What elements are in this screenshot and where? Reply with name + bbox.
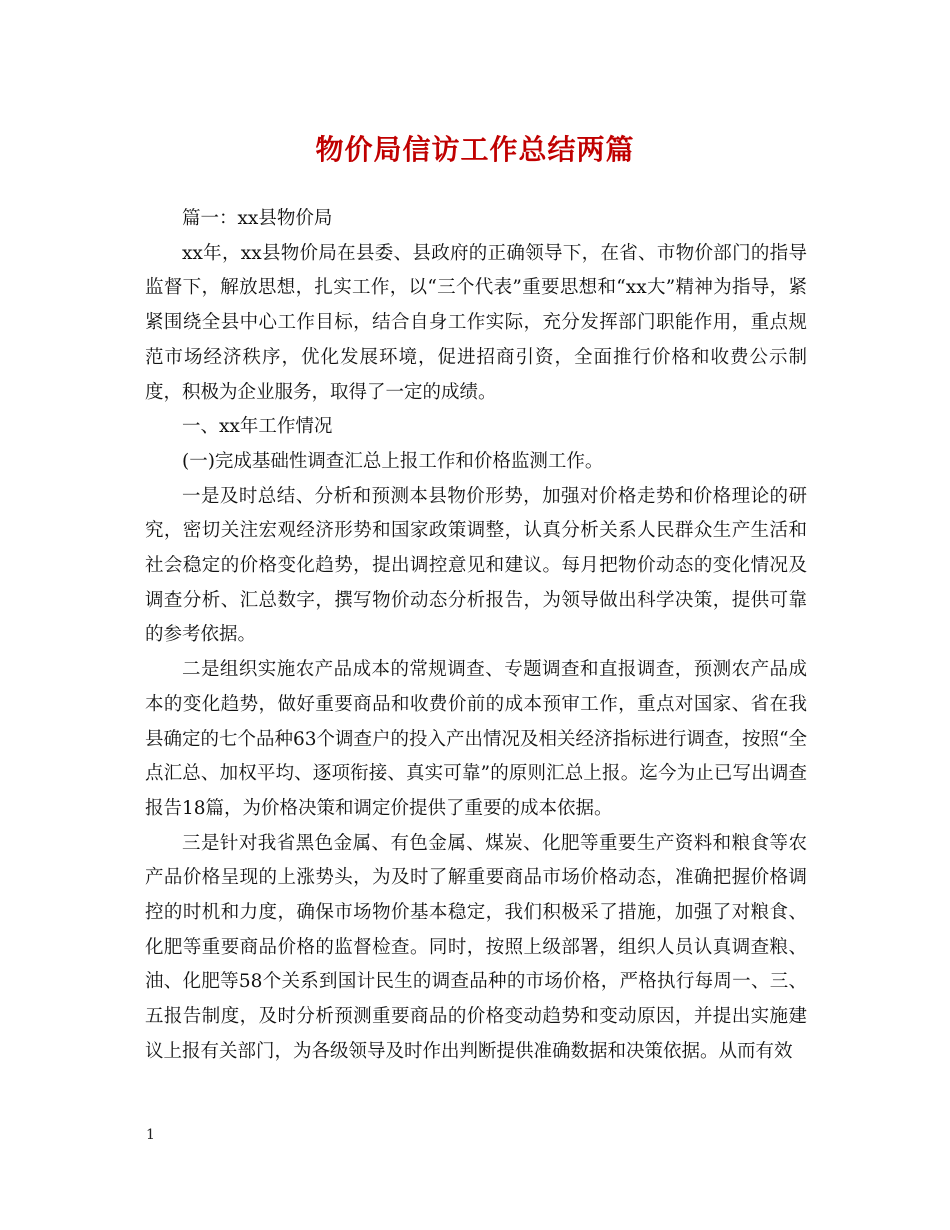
paragraph-point-two: 二是组织实施农产品成本的常规调查、专题调查和直报调查，预测农产品成本的变化趋势，做好重要商品和收费价前的成本预审工作，重点对国家、省在我县确定的七个品种63个调查户的投入产出情况及相关经济指标进行调查，按照“全点汇总、加权平均、逐项衔接、真实可靠”的原则汇总上报。迄今为止已写出调查报告18篇，为价格决策和调定价提供了重要的成本依据。 bbox=[145, 659, 808, 819]
page-number: 1 bbox=[146, 1127, 155, 1143]
paragraph-heading-work-status: 一、xx年工作情况 bbox=[182, 416, 333, 438]
paragraph-intro: xx年，xx县物价局在县委、县政府的正确领导下，在省、市物价部门的指导监督下，解放思想，扎实工作，以“三个代表”重要思想和“xx大”精神为指导，紧紧围绕全县中心工作目标，结合自身工作实际，充分发挥部门职能作用，重点规范市场经济秩序，优化发展环境，促进招商引资，全面推行价格和收费公示制度，积极为企业服务，取得了一定的成绩。 bbox=[145, 242, 807, 403]
paragraph-point-one: 一是及时总结、分析和预测本县物价形势，加强对价格走势和价格理论的研究，密切关注宏观经济形势和国家政策调整，认真分析关系人民群众生产生活和社会稳定的价格变化趋势，提出调控意见和建议。每月把物价动态的变化情况及调查分析、汇总数字，撰写物价动态分析报告，为领导做出科学决策，提供可靠的参考依据。 bbox=[145, 485, 807, 646]
paragraph-subheading-survey: (一)完成基础性调查汇总上报工作和价格监测工作。 bbox=[182, 450, 604, 472]
document-title: 物价局信访工作总结两篇 bbox=[315, 133, 635, 166]
paragraph-section-heading: 篇一：xx县物价局 bbox=[182, 208, 333, 229]
paragraph-point-three: 三是针对我省黑色金属、有色金属、煤炭、化肥等重要生产资料和粮食等农产品价格呈现的上涨势头，为及时了解重要商品市场价格动态，准确把握价格调控的时机和力度，确保市场物价基本稳定，我们积极采了措施，加强了对粮食、化肥等重要商品价格的监督检查。同时，按照上级部署，组织人员认真调查粮、油、化肥等58个关系到国计民生的调查品种的市场价格，严格执行每周一、三、五报告制度，及时分析预测重要商品的价格变动趋势和变动原因，并提出实施建议上报有关部门，为各级领导及时作出判断提供准确数据和决策依据。从而有效 bbox=[145, 832, 807, 1062]
document-body bbox=[145, 202, 807, 1070]
